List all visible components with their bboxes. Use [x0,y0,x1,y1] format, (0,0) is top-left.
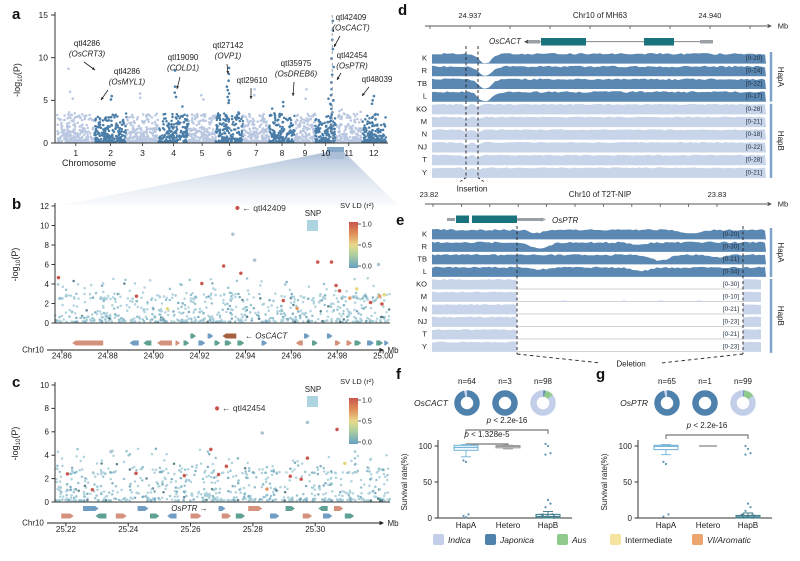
svg-text:0: 0 [44,497,49,507]
svg-text:6: 6 [44,260,49,270]
svg-text:p < 2.2e-16: p < 2.2e-16 [486,416,528,425]
legend-swatch [610,534,621,545]
svg-text:[0-28]: [0-28] [745,156,762,164]
svg-text:2: 2 [108,148,113,158]
svg-text:25.28: 25.28 [242,525,263,534]
svg-text:4: 4 [44,279,49,289]
svg-text:Hetero: Hetero [495,521,521,530]
svg-text:[0-21]: [0-21] [722,255,739,263]
svg-text:25.24: 25.24 [118,525,139,534]
svg-text:NJ: NJ [417,316,427,326]
svg-text:0.5: 0.5 [362,418,372,426]
svg-text:4: 4 [44,451,49,460]
svg-text:25.00: 25.00 [373,351,394,361]
regional-plot-oscact [0,190,400,370]
panel-label-a: a [12,6,21,23]
svg-text:24.88: 24.88 [97,351,118,361]
svg-text:2: 2 [44,474,49,484]
svg-text:-log10(P): $-\log_{10}(P)$ [10,426,22,461]
svg-text:(OsMYL1): (OsMYL1) [108,77,146,87]
svg-text:[0-21]: [0-21] [745,169,762,177]
legend-item-intermediate [610,534,672,545]
svg-text:[0-28]: [0-28] [745,105,762,113]
svg-text:Chr10: Chr10 [22,345,44,355]
svg-text:Chr10: Chr10 [22,518,44,528]
svg-text:[0-30]: [0-30] [722,243,739,251]
coverage-panel-mh63 [395,0,800,196]
svg-text:[0-21]: [0-21] [722,330,739,338]
donut-boxplot-osptr [590,370,800,530]
svg-text:24.86: 24.86 [51,351,72,361]
svg-text:50: 50 [623,477,632,487]
svg-text:[0-21]: [0-21] [745,118,762,126]
svg-text:25.30: 25.30 [305,525,326,534]
svg-text:1.0: 1.0 [362,221,372,229]
svg-text:10: 10 [38,52,48,63]
svg-text:24.937: 24.937 [458,11,482,20]
legend-swatch [485,534,496,545]
svg-text:qtl42409: qtl42409 [335,13,367,22]
svg-text:OsCACT: OsCACT [489,37,521,46]
svg-text:Hetero: Hetero [695,521,721,530]
svg-text:[0-23]: [0-23] [722,318,739,326]
svg-text:M: M [420,117,427,126]
svg-text:6: 6 [227,148,232,158]
svg-text:N: N [421,304,427,314]
svg-text:SNP: SNP [304,385,322,394]
svg-text:← qtl42409: ← qtl42409 [242,202,286,213]
svg-text:T: T [422,155,427,165]
svg-text:8: 8 [44,404,49,414]
svg-text:← qtl42454: ← qtl42454 [222,403,266,414]
svg-text:OsPTR →: OsPTR → [171,504,208,513]
svg-text:T: T [422,329,427,339]
svg-text:n=64: n=64 [457,377,477,386]
svg-text:HapB: HapB [537,521,559,530]
svg-text:6: 6 [44,427,49,437]
svg-text:-log10(P): $-\log_{10}(P)$ [10,247,22,282]
svg-text:OsPTR: OsPTR [552,216,579,225]
svg-text:(OsDREB6): (OsDREB6) [274,69,318,79]
svg-text:24.98: 24.98 [327,351,348,361]
svg-text:Y: Y [421,167,427,177]
manhattan-plot [0,0,400,190]
svg-text:24.940: 24.940 [698,11,722,20]
svg-text:[0-23]: [0-23] [722,343,739,351]
svg-text:Chr10 of T2T-NIP: Chr10 of T2T-NIP [568,190,632,199]
svg-text:[0-20]: [0-20] [722,230,739,238]
svg-text:7: 7 [253,148,259,158]
regional-plot-osptr [0,368,400,553]
svg-text:-log10(P): $-\log_{10}(P)$ [12,63,24,97]
svg-text:qtl4286: qtl4286 [73,39,101,48]
svg-text:HapB: HapB [776,305,785,326]
donut-boxplot-oscact [390,370,590,530]
svg-text:0.0: 0.0 [362,263,372,271]
svg-text:0: 0 [43,137,48,148]
panel-label-b: b [12,196,22,213]
legend-swatch [692,534,703,545]
svg-text:L: L [422,266,427,276]
svg-text:0: 0 [44,318,49,328]
svg-text:25.22: 25.22 [55,525,76,534]
svg-text:3: 3 [140,148,145,158]
svg-text:0.0: 0.0 [362,439,372,447]
coverage-panel-t2tnip [395,186,800,374]
svg-text:Chromosome: Chromosome [62,158,117,168]
legend-label: Intermediate [625,534,673,545]
svg-text:1: 1 [73,148,79,158]
svg-text:n=65: n=65 [657,377,677,386]
legend-swatch [433,534,444,545]
svg-text:0: 0 [627,513,632,523]
panel-label-e: e [396,212,405,229]
svg-text:[0-30]: [0-30] [722,280,739,288]
svg-text:HapB: HapB [776,130,785,151]
svg-text:(COLD1): (COLD1) [166,63,200,73]
svg-text:0: 0 [427,513,432,523]
svg-text:KO: KO [416,104,427,114]
svg-text:Survival rate(%): Survival rate(%) [400,453,409,511]
svg-text:Deletion: Deletion [616,359,646,369]
svg-text:R: R [421,66,427,76]
svg-text:2: 2 [44,299,49,309]
svg-text:25.26: 25.26 [180,525,201,534]
svg-text:qtl48039: qtl48039 [361,75,393,84]
svg-text:[0-34]: [0-34] [722,268,739,276]
svg-text:Mb: Mb [387,518,399,528]
legend-item-indica [433,534,471,545]
svg-text:OsCACT: OsCACT [414,398,448,408]
svg-text:8: 8 [44,240,49,250]
svg-text:p < 2.2e-16: p < 2.2e-16 [686,421,728,430]
svg-text:23.83: 23.83 [707,190,727,199]
svg-text:N: N [421,129,427,139]
svg-text:n=98: n=98 [533,377,553,386]
svg-text:100: 100 [618,441,632,451]
svg-text:TB: TB [417,78,427,88]
svg-text:SV LD (r²): SV LD (r²) [340,377,374,386]
legend-label: VI/Aromatic [707,534,751,545]
svg-text:Y: Y [421,341,427,351]
svg-text:15: 15 [38,9,48,20]
svg-text:4: 4 [171,148,176,158]
svg-text:24.96: 24.96 [281,351,302,361]
svg-text:SV LD (r²): SV LD (r²) [340,201,374,210]
svg-text:L: L [422,91,427,101]
svg-text:[0-17]: [0-17] [745,93,762,101]
legend-item-aus [557,534,587,545]
legend-swatch [557,534,568,545]
svg-text:(OsCRT3): (OsCRT3) [68,49,106,59]
svg-text:[0-20]: [0-20] [745,55,762,62]
svg-text:Chr10 of MH63: Chr10 of MH63 [572,11,628,20]
svg-text:(OVP1): (OVP1) [214,51,242,61]
svg-text:23.82: 23.82 [419,190,439,199]
svg-text:qtl35975: qtl35975 [280,59,312,68]
svg-text:5: 5 [199,148,205,158]
legend-label: Japonica [500,534,535,545]
panel-label-d: d [398,2,408,19]
svg-text:24.94: 24.94 [235,351,256,361]
svg-text:← OsCACT: ← OsCACT [245,331,288,341]
svg-text:[0-22]: [0-22] [745,143,762,151]
svg-text:50: 50 [423,477,432,487]
svg-text:[0-10]: [0-10] [722,293,739,301]
svg-text:Mb: Mb [777,199,789,209]
svg-text:K: K [421,229,427,239]
svg-text:1.0: 1.0 [362,397,372,405]
svg-text:[0-21]: [0-21] [722,305,739,313]
svg-text:Mb: Mb [777,21,789,31]
svg-text:HapA: HapA [655,521,677,530]
svg-text:Survival rate(%): Survival rate(%) [600,453,609,511]
svg-text:9: 9 [302,148,308,158]
svg-text:NJ: NJ [417,142,427,152]
svg-text:HapA: HapA [455,521,477,530]
legend-label: Aus [572,534,587,545]
svg-text:TB: TB [417,254,427,264]
svg-text:(OsCACT): (OsCACT) [332,23,370,33]
svg-text:11: 11 [344,148,354,158]
svg-text:SNP: SNP [304,209,322,218]
svg-text:HapA: HapA [776,66,785,87]
svg-text:Mb: Mb [387,345,399,355]
subspecies-legend [390,531,800,557]
svg-text:qtl42454: qtl42454 [336,51,368,60]
svg-text:qtl27142: qtl27142 [212,41,244,50]
legend-item-vi-aromatic [692,534,751,545]
svg-text:p < 1.328e-5: p < 1.328e-5 [464,430,510,439]
svg-text:KO: KO [416,279,427,289]
legend-item-japonica [485,534,534,545]
svg-text:8: 8 [279,148,285,158]
svg-text:n=1: n=1 [698,377,712,386]
svg-text:12: 12 [40,201,49,211]
svg-text:n=99: n=99 [733,377,753,386]
panel-label-f: f [396,366,401,383]
svg-text:n=3: n=3 [498,377,512,386]
svg-text:OsPTR: OsPTR [620,398,648,408]
svg-text:0.5: 0.5 [362,242,372,250]
svg-text:24.92: 24.92 [189,351,210,361]
svg-text:5: 5 [43,95,48,106]
svg-text:10: 10 [320,148,331,158]
svg-text:K: K [421,53,427,63]
svg-text:R: R [421,241,427,251]
svg-text:qtl19090: qtl19090 [167,53,199,62]
panel-label-c: c [12,374,21,391]
svg-text:[0-22]: [0-22] [745,80,762,88]
svg-text:HapB: HapB [737,521,759,530]
svg-text:qtl4286: qtl4286 [113,67,141,76]
svg-text:24.90: 24.90 [143,351,164,361]
svg-text:[0-18]: [0-18] [745,131,762,139]
panel-label-g: g [596,366,606,383]
svg-text:12: 12 [369,148,379,158]
svg-text:10: 10 [40,221,49,231]
svg-text:10: 10 [40,380,49,390]
svg-text:100: 100 [418,441,432,451]
svg-text:(OsPTR): (OsPTR) [336,61,368,71]
svg-text:HapA: HapA [776,242,785,263]
svg-text:Insertion: Insertion [456,184,488,194]
svg-text:[0-24]: [0-24] [745,67,762,75]
svg-text:M: M [420,291,427,301]
svg-text:qtl29610: qtl29610 [236,76,268,85]
legend-label: Indica [448,534,471,545]
